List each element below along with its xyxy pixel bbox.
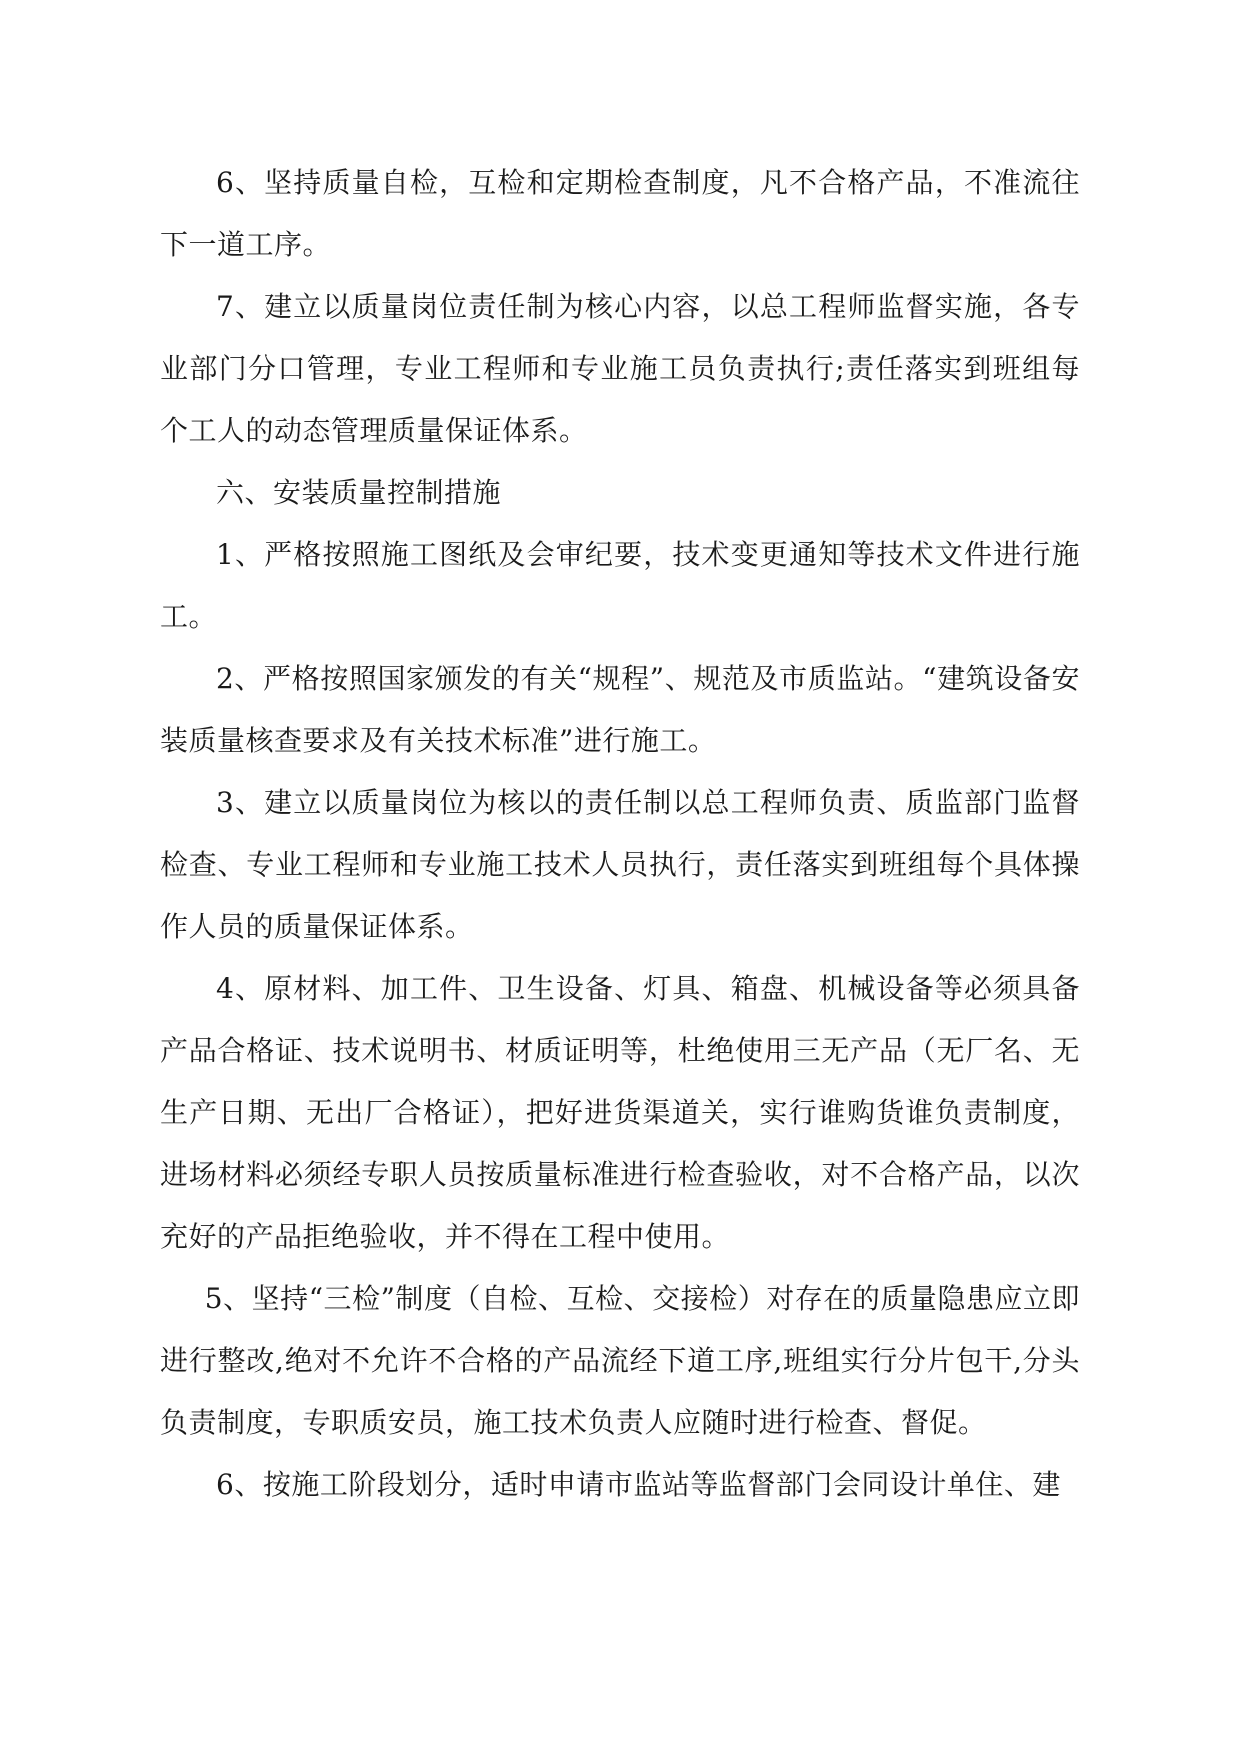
section-paragraph-1: 1、严格按照施工图纸及会审纪要，技术变更通知等技术文件进行施工。 xyxy=(160,538,1080,633)
section-heading: 六、安装质量控制措施 xyxy=(216,476,502,509)
section-paragraph-5: 5、坚持“三检”制度（自检、互检、交接检）对存在的质量隐患应立即进行整改,绝对不允许不合格的产品流经下道工序,班组实行分片包干,分头负责制度，专职质安员，施工技术负责人应随时进行检查、督促。 xyxy=(160,1282,1080,1439)
section-paragraph-4: 4、原材料、加工件、卫生设备、灯具、箱盘、机械设备等必须具备产品合格证、技术说明书、材质证明等，杜绝使用三无产品（无厂名、无生产日期、无出厂合格证），把好进货渠道关，实行谁购货谁负责制度，进场材料必须经专职人员按质量标准进行检查验收，对不合格产品，以次充好的产品拒绝验收，并不得在工程中使用。 xyxy=(160,972,1080,1253)
paragraph-item-7: 7、建立以质量岗位责任制为核心内容，以总工程师监督实施，各专业部门分口管理，专业工程师和专业施工员负责执行;责任落实到班组每个工人的动态管理质量保证体系。 xyxy=(160,290,1080,447)
paragraph-item-6: 6、坚持质量自检，互检和定期检查制度，凡不合格产品，不准流往下一道工序。 xyxy=(160,166,1080,261)
document-body xyxy=(160,152,1080,1516)
section-paragraph-2: 2、严格按照国家颁发的有关“规程”、规范及市质监站。“建筑设备安装质量核查要求及有关技术标准”进行施工。 xyxy=(160,662,1080,757)
section-paragraph-6: 6、按施工阶段划分，适时申请市监站等监督部门会同设计单住、建 xyxy=(216,1468,1061,1501)
section-paragraph-3: 3、建立以质量岗位为核以的责任制以总工程师负责、质监部门监督检查、专业工程师和专业施工技术人员执行，责任落实到班组每个具体操作人员的质量保证体系。 xyxy=(160,786,1080,943)
